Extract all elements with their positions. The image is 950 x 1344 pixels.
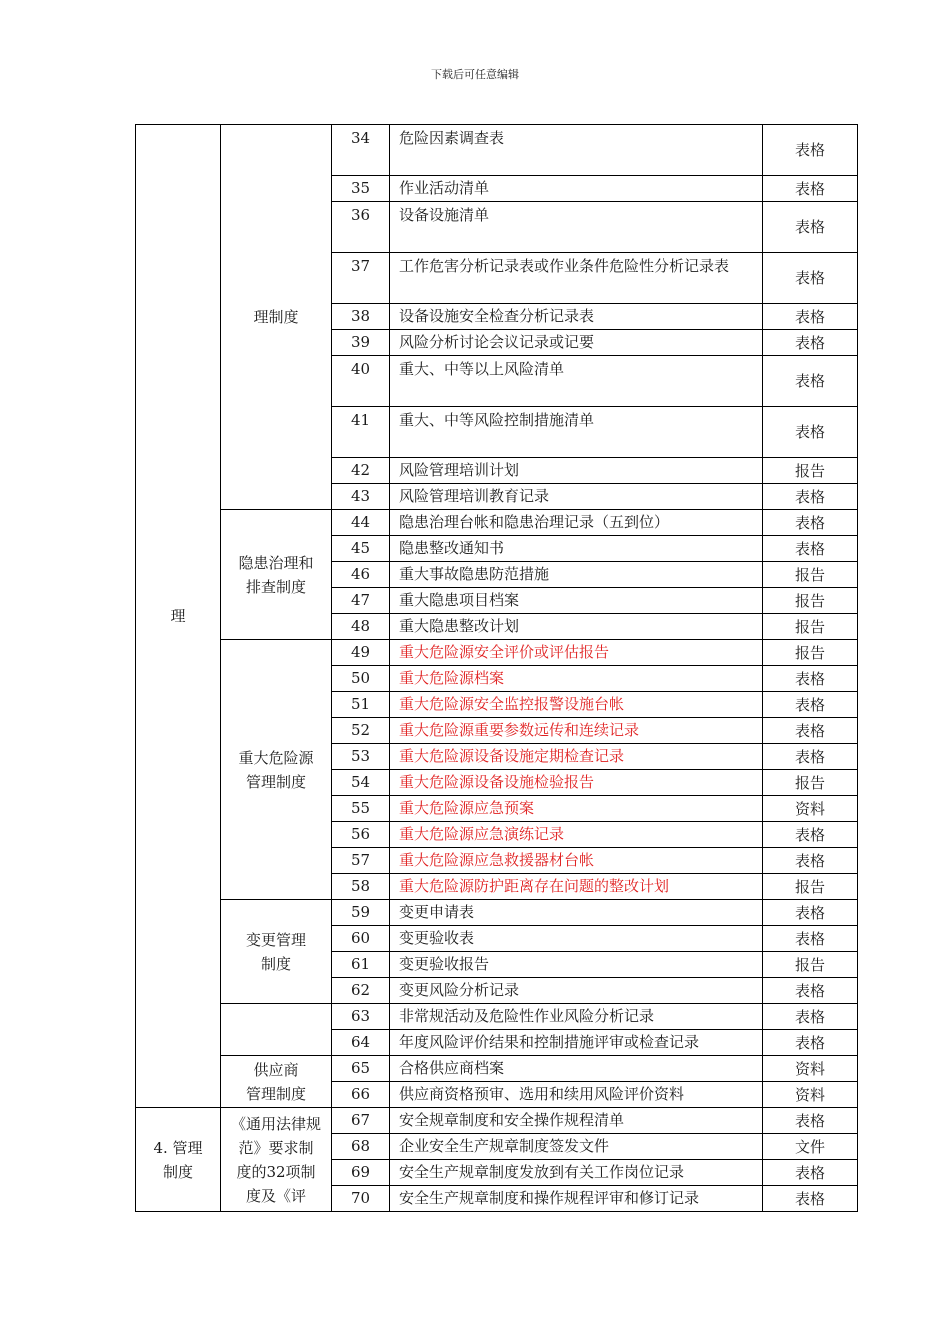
item-name: 重大事故隐患防范措施 — [390, 562, 763, 588]
item-type: 表格 — [763, 1160, 858, 1186]
item-name: 重大危险源应急救援器材台帐 — [390, 848, 763, 874]
item-type: 资料 — [763, 1056, 858, 1082]
subsection-cell — [221, 1056, 332, 1108]
item-name: 安全生产规章制度发放到有关工作岗位记录 — [390, 1160, 763, 1186]
item-type: 表格 — [763, 666, 858, 692]
cell-label-line: 制度 — [260, 954, 291, 973]
item-name: 重大危险源重要参数远传和连续记录 — [390, 718, 763, 744]
page-header-note: 下载后可任意编辑 — [431, 68, 519, 81]
item-name: 重大、中等风险控制措施清单 — [390, 407, 763, 458]
cell-label-line: 范》要求制 — [238, 1138, 314, 1157]
item-name: 重大危险源设备设施定期检查记录 — [390, 744, 763, 770]
item-name: 设备设施清单 — [390, 202, 763, 253]
item-name: 隐患整改通知书 — [390, 536, 763, 562]
item-number: 40 — [332, 356, 390, 407]
item-number: 41 — [332, 407, 390, 458]
item-type: 报告 — [763, 614, 858, 640]
cell-label-line: 重大危险源 — [238, 748, 314, 767]
cell-label-line: 度的32项制 — [236, 1162, 316, 1181]
item-type: 报告 — [763, 562, 858, 588]
item-type: 表格 — [763, 692, 858, 718]
item-number: 56 — [332, 822, 390, 848]
item-type: 资料 — [763, 796, 858, 822]
item-type: 报告 — [763, 640, 858, 666]
item-type: 报告 — [763, 458, 858, 484]
cell-label-line: 变更管理 — [245, 930, 306, 949]
table-row — [136, 1108, 858, 1134]
cell-label-line: 《通用法律规 — [230, 1114, 321, 1133]
cell-label-line: 4. 管理 — [153, 1138, 203, 1157]
table-row — [136, 900, 858, 926]
item-number: 63 — [332, 1004, 390, 1030]
item-number: 36 — [332, 202, 390, 253]
item-type: 文件 — [763, 1134, 858, 1160]
item-type: 表格 — [763, 718, 858, 744]
item-number: 61 — [332, 952, 390, 978]
item-type: 表格 — [763, 744, 858, 770]
item-name: 重大危险源应急演练记录 — [390, 822, 763, 848]
item-name: 重大危险源设备设施检验报告 — [390, 770, 763, 796]
item-type: 表格 — [763, 304, 858, 330]
item-name: 设备设施安全检查分析记录表 — [390, 304, 763, 330]
item-type: 表格 — [763, 1030, 858, 1056]
item-number: 66 — [332, 1082, 390, 1108]
item-name: 重大、中等以上风险清单 — [390, 356, 763, 407]
records-table-body — [136, 125, 858, 1212]
item-name: 重大隐患整改计划 — [390, 614, 763, 640]
item-type: 表格 — [763, 900, 858, 926]
subsection-cell — [221, 510, 332, 640]
item-name: 变更验收表 — [390, 926, 763, 952]
item-type: 报告 — [763, 874, 858, 900]
item-type: 表格 — [763, 253, 858, 304]
item-type: 表格 — [763, 1186, 858, 1212]
cell-label-line: 隐患治理和 — [238, 553, 314, 572]
item-type: 表格 — [763, 848, 858, 874]
item-name: 非常规活动及危险性作业风险分析记录 — [390, 1004, 763, 1030]
item-number: 54 — [332, 770, 390, 796]
item-number: 47 — [332, 588, 390, 614]
item-name: 变更风险分析记录 — [390, 978, 763, 1004]
item-number: 68 — [332, 1134, 390, 1160]
cell-label-line: 管理制度 — [245, 772, 306, 791]
item-number: 70 — [332, 1186, 390, 1212]
item-type: 表格 — [763, 176, 858, 202]
item-number: 45 — [332, 536, 390, 562]
item-number: 34 — [332, 125, 390, 176]
table-row — [136, 640, 858, 666]
item-name: 供应商资格预审、选用和续用风险评价资料 — [390, 1082, 763, 1108]
table-row — [136, 125, 858, 176]
cell-label-line: 理制度 — [253, 308, 299, 326]
item-number: 57 — [332, 848, 390, 874]
item-number: 67 — [332, 1108, 390, 1134]
item-number: 64 — [332, 1030, 390, 1056]
item-name: 危险因素调查表 — [390, 125, 763, 176]
item-type: 表格 — [763, 1004, 858, 1030]
item-number: 60 — [332, 926, 390, 952]
item-type: 表格 — [763, 484, 858, 510]
item-name: 重大危险源安全监控报警设施台帐 — [390, 692, 763, 718]
item-number: 53 — [332, 744, 390, 770]
item-name: 安全生产规章制度和操作规程评审和修订记录 — [390, 1186, 763, 1212]
item-number: 58 — [332, 874, 390, 900]
item-type: 表格 — [763, 202, 858, 253]
item-type: 报告 — [763, 770, 858, 796]
item-name: 工作危害分析记录表或作业条件危险性分析记录表 — [390, 253, 763, 304]
table-row — [136, 1004, 858, 1030]
item-number: 38 — [332, 304, 390, 330]
item-type: 报告 — [763, 952, 858, 978]
item-number: 37 — [332, 253, 390, 304]
records-table — [135, 124, 858, 1212]
item-type: 表格 — [763, 330, 858, 356]
subsection-cell — [221, 900, 332, 1004]
item-name: 安全规章制度和安全操作规程清单 — [390, 1108, 763, 1134]
subsection-cell — [221, 640, 332, 900]
item-name: 重大隐患项目档案 — [390, 588, 763, 614]
item-number: 39 — [332, 330, 390, 356]
item-type: 表格 — [763, 822, 858, 848]
section-cell — [136, 125, 221, 1108]
item-number: 51 — [332, 692, 390, 718]
cell-label-line: 制度 — [162, 1162, 193, 1181]
item-number: 35 — [332, 176, 390, 202]
section-cell — [136, 1108, 221, 1212]
item-name: 隐患治理台帐和隐患治理记录（五到位） — [390, 510, 763, 536]
item-type: 报告 — [763, 588, 858, 614]
item-type: 资料 — [763, 1082, 858, 1108]
item-name: 作业活动清单 — [390, 176, 763, 202]
item-name: 合格供应商档案 — [390, 1056, 763, 1082]
item-number: 43 — [332, 484, 390, 510]
cell-label-line: 度及《评 — [245, 1186, 306, 1205]
subsection-cell — [221, 125, 332, 510]
item-type: 表格 — [763, 978, 858, 1004]
item-number: 69 — [332, 1160, 390, 1186]
item-name: 重大危险源档案 — [390, 666, 763, 692]
item-name: 重大危险源安全评价或评估报告 — [390, 640, 763, 666]
item-name: 风险管理培训教育记录 — [390, 484, 763, 510]
cell-label-line: 供应商 — [253, 1060, 299, 1079]
item-number: 52 — [332, 718, 390, 744]
item-type: 表格 — [763, 510, 858, 536]
item-name: 风险分析讨论会议记录或记要 — [390, 330, 763, 356]
item-name: 重大危险源应急预案 — [390, 796, 763, 822]
item-name: 重大危险源防护距离存在问题的整改计划 — [390, 874, 763, 900]
subsection-cell — [221, 1004, 332, 1056]
item-number: 49 — [332, 640, 390, 666]
item-type: 表格 — [763, 926, 858, 952]
item-type: 表格 — [763, 356, 858, 407]
item-number: 55 — [332, 796, 390, 822]
item-number: 50 — [332, 666, 390, 692]
subsection-cell — [221, 1108, 332, 1212]
item-name: 年度风险评价结果和控制措施评审或检查记录 — [390, 1030, 763, 1056]
item-number: 65 — [332, 1056, 390, 1082]
item-type: 表格 — [763, 1108, 858, 1134]
item-number: 44 — [332, 510, 390, 536]
item-name: 变更验收报告 — [390, 952, 763, 978]
cell-label-line: 管理制度 — [245, 1084, 306, 1103]
item-number: 48 — [332, 614, 390, 640]
table-row — [136, 510, 858, 536]
item-type: 表格 — [763, 125, 858, 176]
item-type: 表格 — [763, 536, 858, 562]
item-type: 表格 — [763, 407, 858, 458]
item-number: 42 — [332, 458, 390, 484]
cell-label-line: 理 — [170, 607, 186, 625]
item-name: 变更申请表 — [390, 900, 763, 926]
item-name: 企业安全生产规章制度签发文件 — [390, 1134, 763, 1160]
item-number: 62 — [332, 978, 390, 1004]
item-number: 46 — [332, 562, 390, 588]
item-name: 风险管理培训计划 — [390, 458, 763, 484]
cell-label-line: 排查制度 — [245, 577, 306, 596]
item-number: 59 — [332, 900, 390, 926]
table-row — [136, 1056, 858, 1082]
